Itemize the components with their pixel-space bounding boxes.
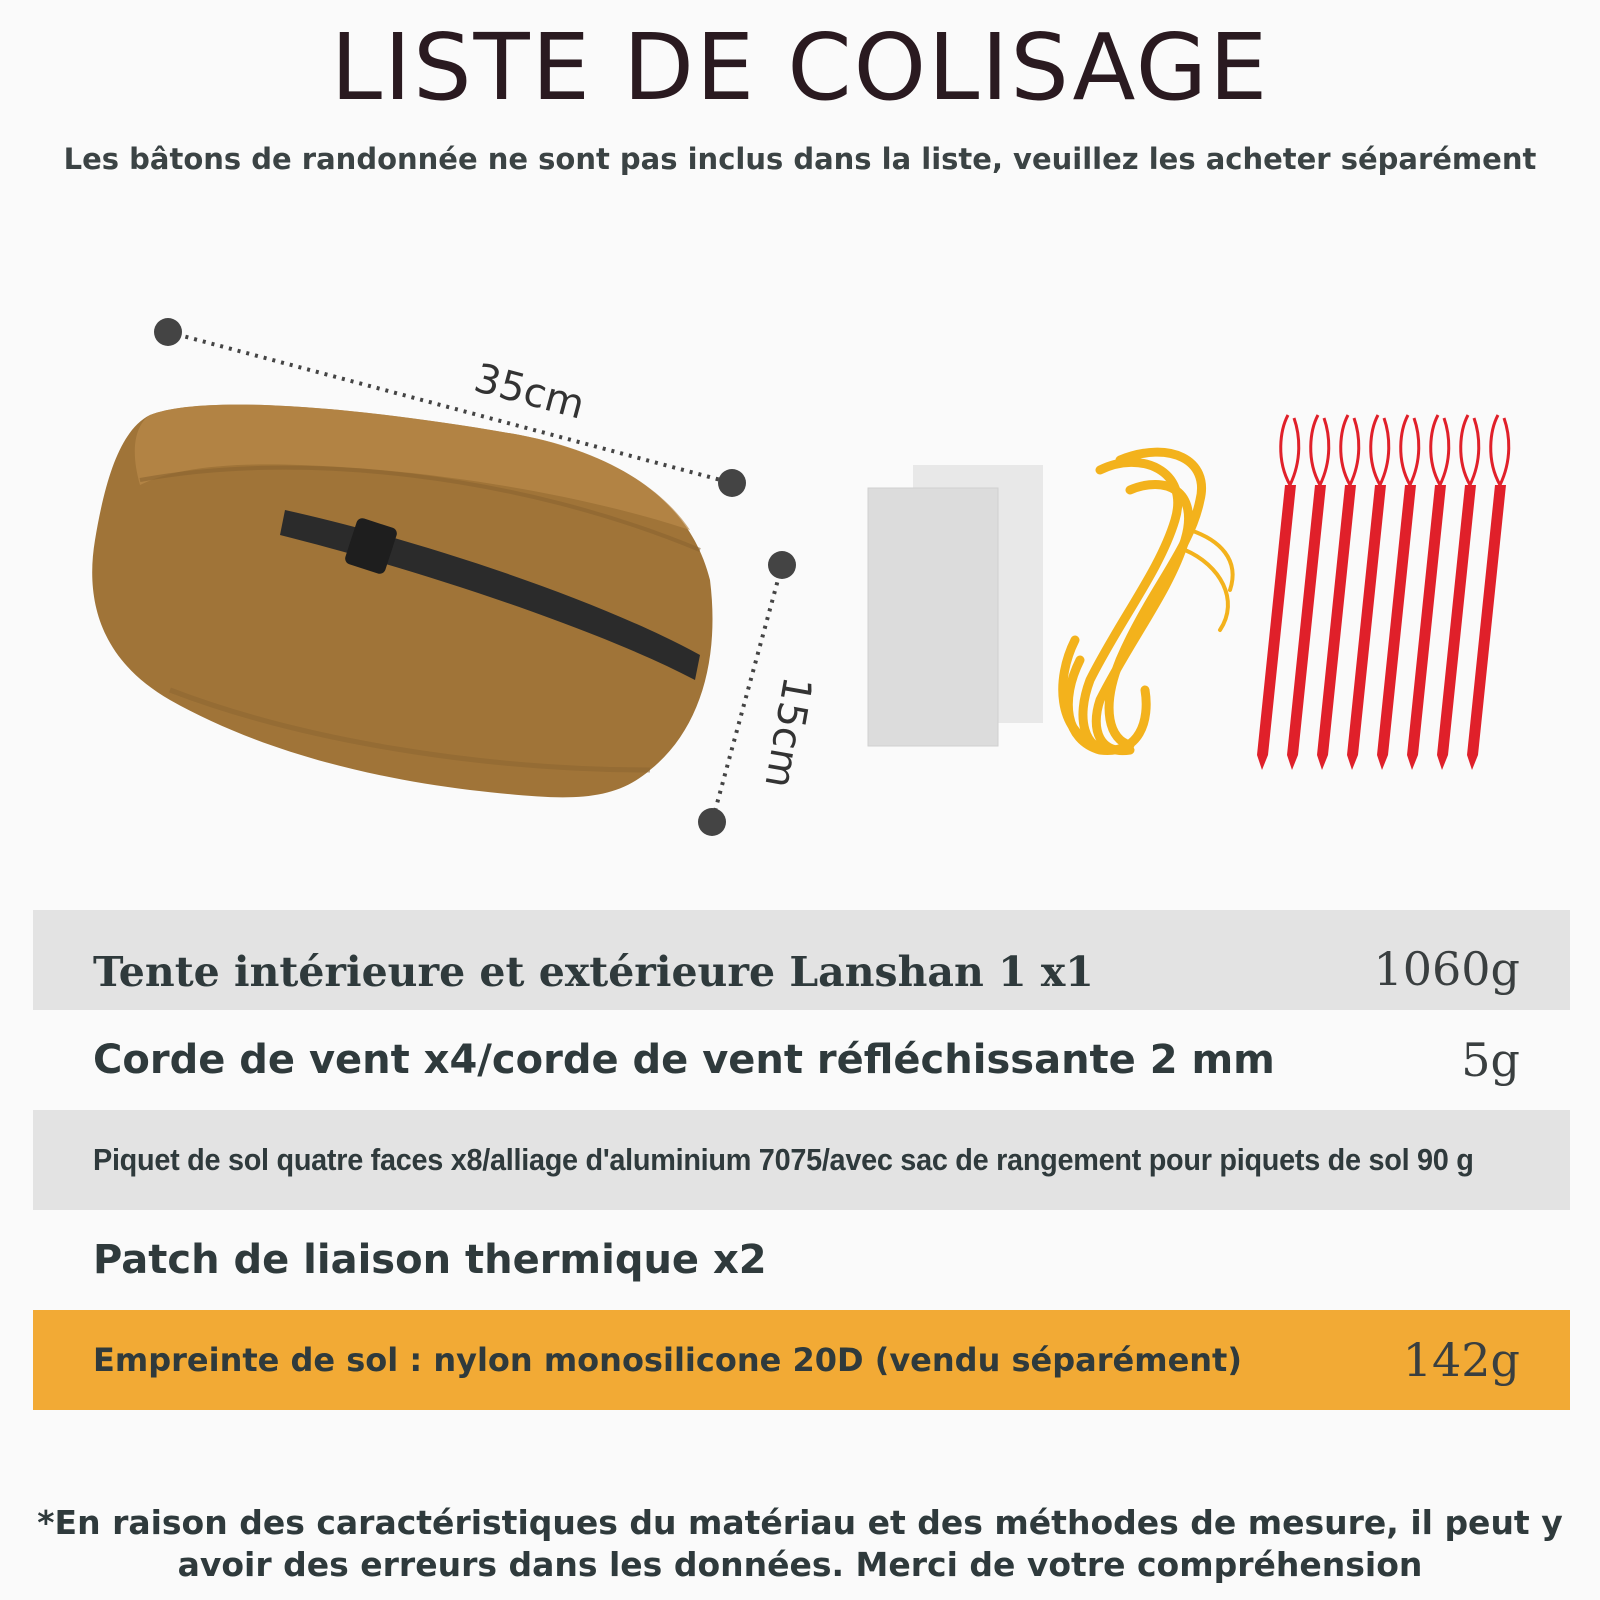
- page-title: LISTE DE COLISAGE: [330, 14, 1270, 121]
- stake-cord: [1281, 415, 1299, 485]
- item-weight: 5g: [1461, 1033, 1520, 1087]
- width-label: 15cm: [755, 673, 821, 792]
- packing-row-footprint: [33, 1310, 1570, 1410]
- stake-cord: [1491, 415, 1509, 485]
- product-illustration: [0, 300, 1600, 880]
- item-label: Empreinte de sol : nylon monosilicone 20D (vendu séparément): [93, 1341, 1242, 1379]
- item-label: Corde de vent x4/corde de vent réfléchissante 2 mm: [93, 1037, 1275, 1083]
- packing-row-thermal-patch: [33, 1210, 1570, 1310]
- stake-cord: [1341, 415, 1359, 485]
- packing-row-wind-rope: [33, 1010, 1570, 1110]
- stuff-sack-image: [92, 405, 712, 798]
- width-dimension: [698, 551, 820, 836]
- packing-row-stakes: [33, 1110, 1570, 1210]
- wind-rope-image: [1063, 452, 1233, 750]
- page-subtitle: Les bâtons de randonnée ne sont pas inclus dans la liste, veuillez les acheter séparément: [63, 142, 1537, 176]
- stake-cord: [1371, 415, 1389, 485]
- stake: [1467, 485, 1506, 770]
- length-label: 35cm: [469, 355, 590, 429]
- ground-stakes-image: [1257, 415, 1509, 770]
- thermal-patches-image: [868, 465, 1043, 746]
- packing-row-tent: [33, 910, 1570, 1010]
- item-label: Patch de liaison thermique x2: [93, 1237, 767, 1283]
- stake-cord: [1401, 415, 1419, 485]
- item-weight: 1060g: [1373, 942, 1520, 996]
- stake-cord: [1311, 415, 1329, 485]
- footnote: *En raison des caractéristiques du matériau et des méthodes de mesure, il peut y avoir des erreurs dans les données. Merci de votre compréhension: [37, 1503, 1563, 1584]
- item-label: Piquet de sol quatre faces x8/alliage d'aluminium 7075/avec sac de rangement pour piquets de sol 90 g: [93, 1142, 1474, 1177]
- item-label: Tente intérieure et extérieure Lanshan 1 x1: [93, 948, 1094, 996]
- item-weight: 142g: [1402, 1333, 1520, 1387]
- stake-cord: [1461, 415, 1479, 485]
- stake-cord: [1431, 415, 1449, 485]
